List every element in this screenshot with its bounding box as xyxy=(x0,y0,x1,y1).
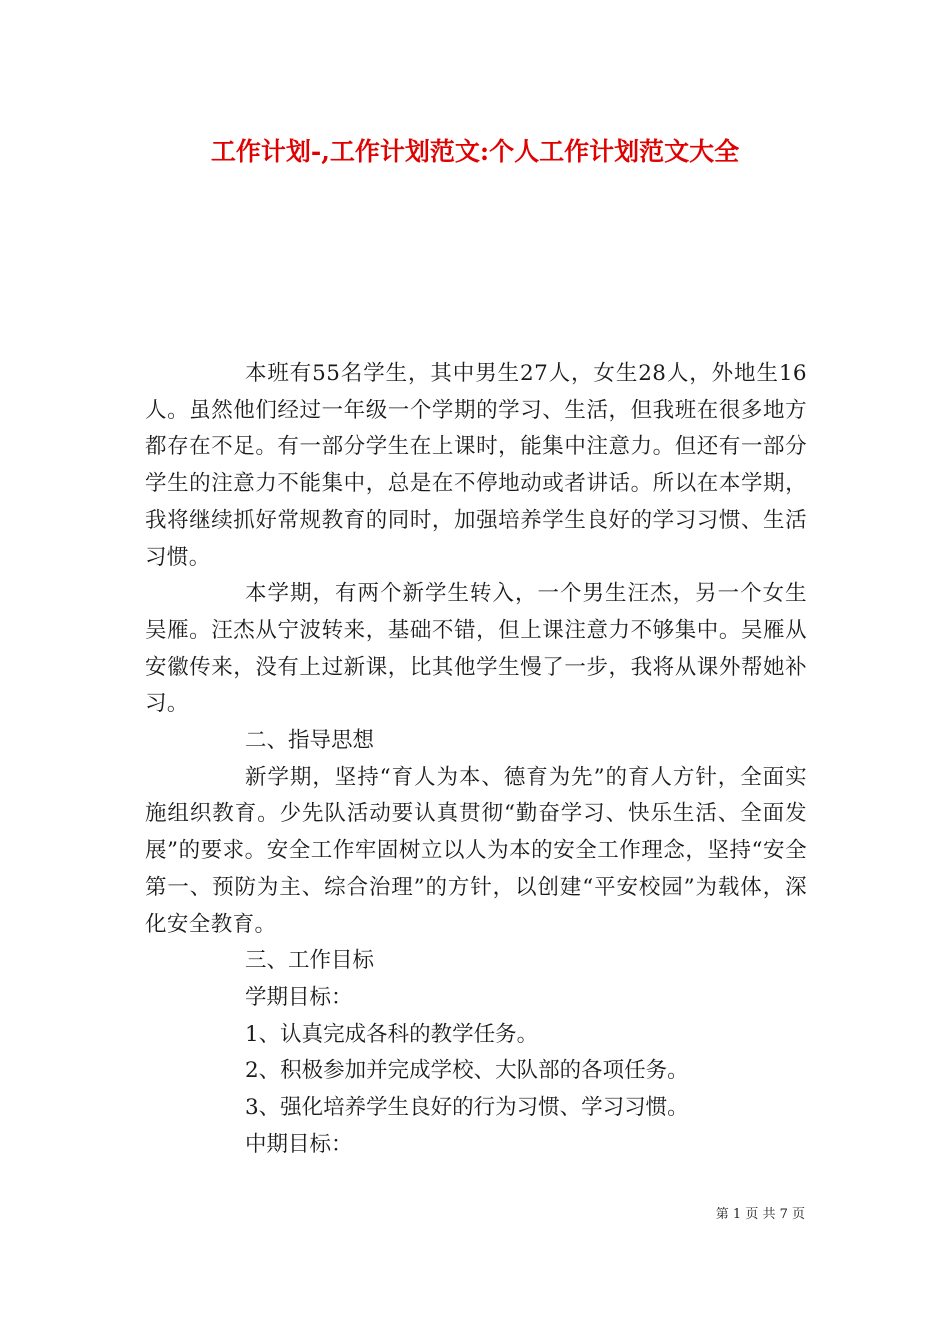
list-item-goal-1: 1、认真完成各科的教学任务。 xyxy=(245,1021,539,1047)
paragraph-guiding-ideas: 新学期，坚持“育人为本、德育为先”的育人方针，全面实施组织教育。少先队活动要认真贯彻“勤奋学习、快乐生活、全面发展”的要求。安全工作牢固树立以人为本的安全工作理念，坚持“安全第一、预防为主、综合治理”的方针，以创建“平安校园”为载体，深化安全教育。 xyxy=(145,764,807,937)
list-item-goal-2: 2、积极参加并完成学校、大队部的各项任务。 xyxy=(245,1058,689,1084)
paragraph-class-overview: 本班有55名学生，其中男生27人，女生28人，外地生16人。虽然他们经过一年级一个学期的学习、生活，但我班在很多地方都存在不足。有一部分学生在上课时，能集中注意力。但还有一部分学生的注意力不能集中，总是在不停地动或者讲话。所以在本学期，我将继续抓好常规教育的同时，加强培养学生良好的学习习惯、生活习惯。 xyxy=(145,361,807,570)
subheading-midterm-goals: 中期目标： xyxy=(245,1131,353,1157)
document-title: 工作计划-,工作计划范文:个人工作计划范文大全 xyxy=(210,137,740,166)
section-heading-work-goals: 三、工作目标 xyxy=(245,948,375,974)
document-body xyxy=(145,356,807,1163)
page-number: 第 1 页 共 7 页 xyxy=(715,1207,805,1222)
subheading-term-goals: 学期目标： xyxy=(245,984,353,1010)
list-item-goal-3: 3、强化培养学生良好的行为习惯、学习习惯。 xyxy=(245,1095,689,1121)
section-heading-guiding-ideas: 二、指导思想 xyxy=(245,728,375,754)
paragraph-new-students: 本学期，有两个新学生转入，一个男生汪杰，另一个女生吴雁。汪杰从宁波转来，基础不错，但上课注意力不够集中。吴雁从安徽传来，没有上过新课，比其他学生慢了一步，我将从课外帮她补习。 xyxy=(145,581,807,717)
